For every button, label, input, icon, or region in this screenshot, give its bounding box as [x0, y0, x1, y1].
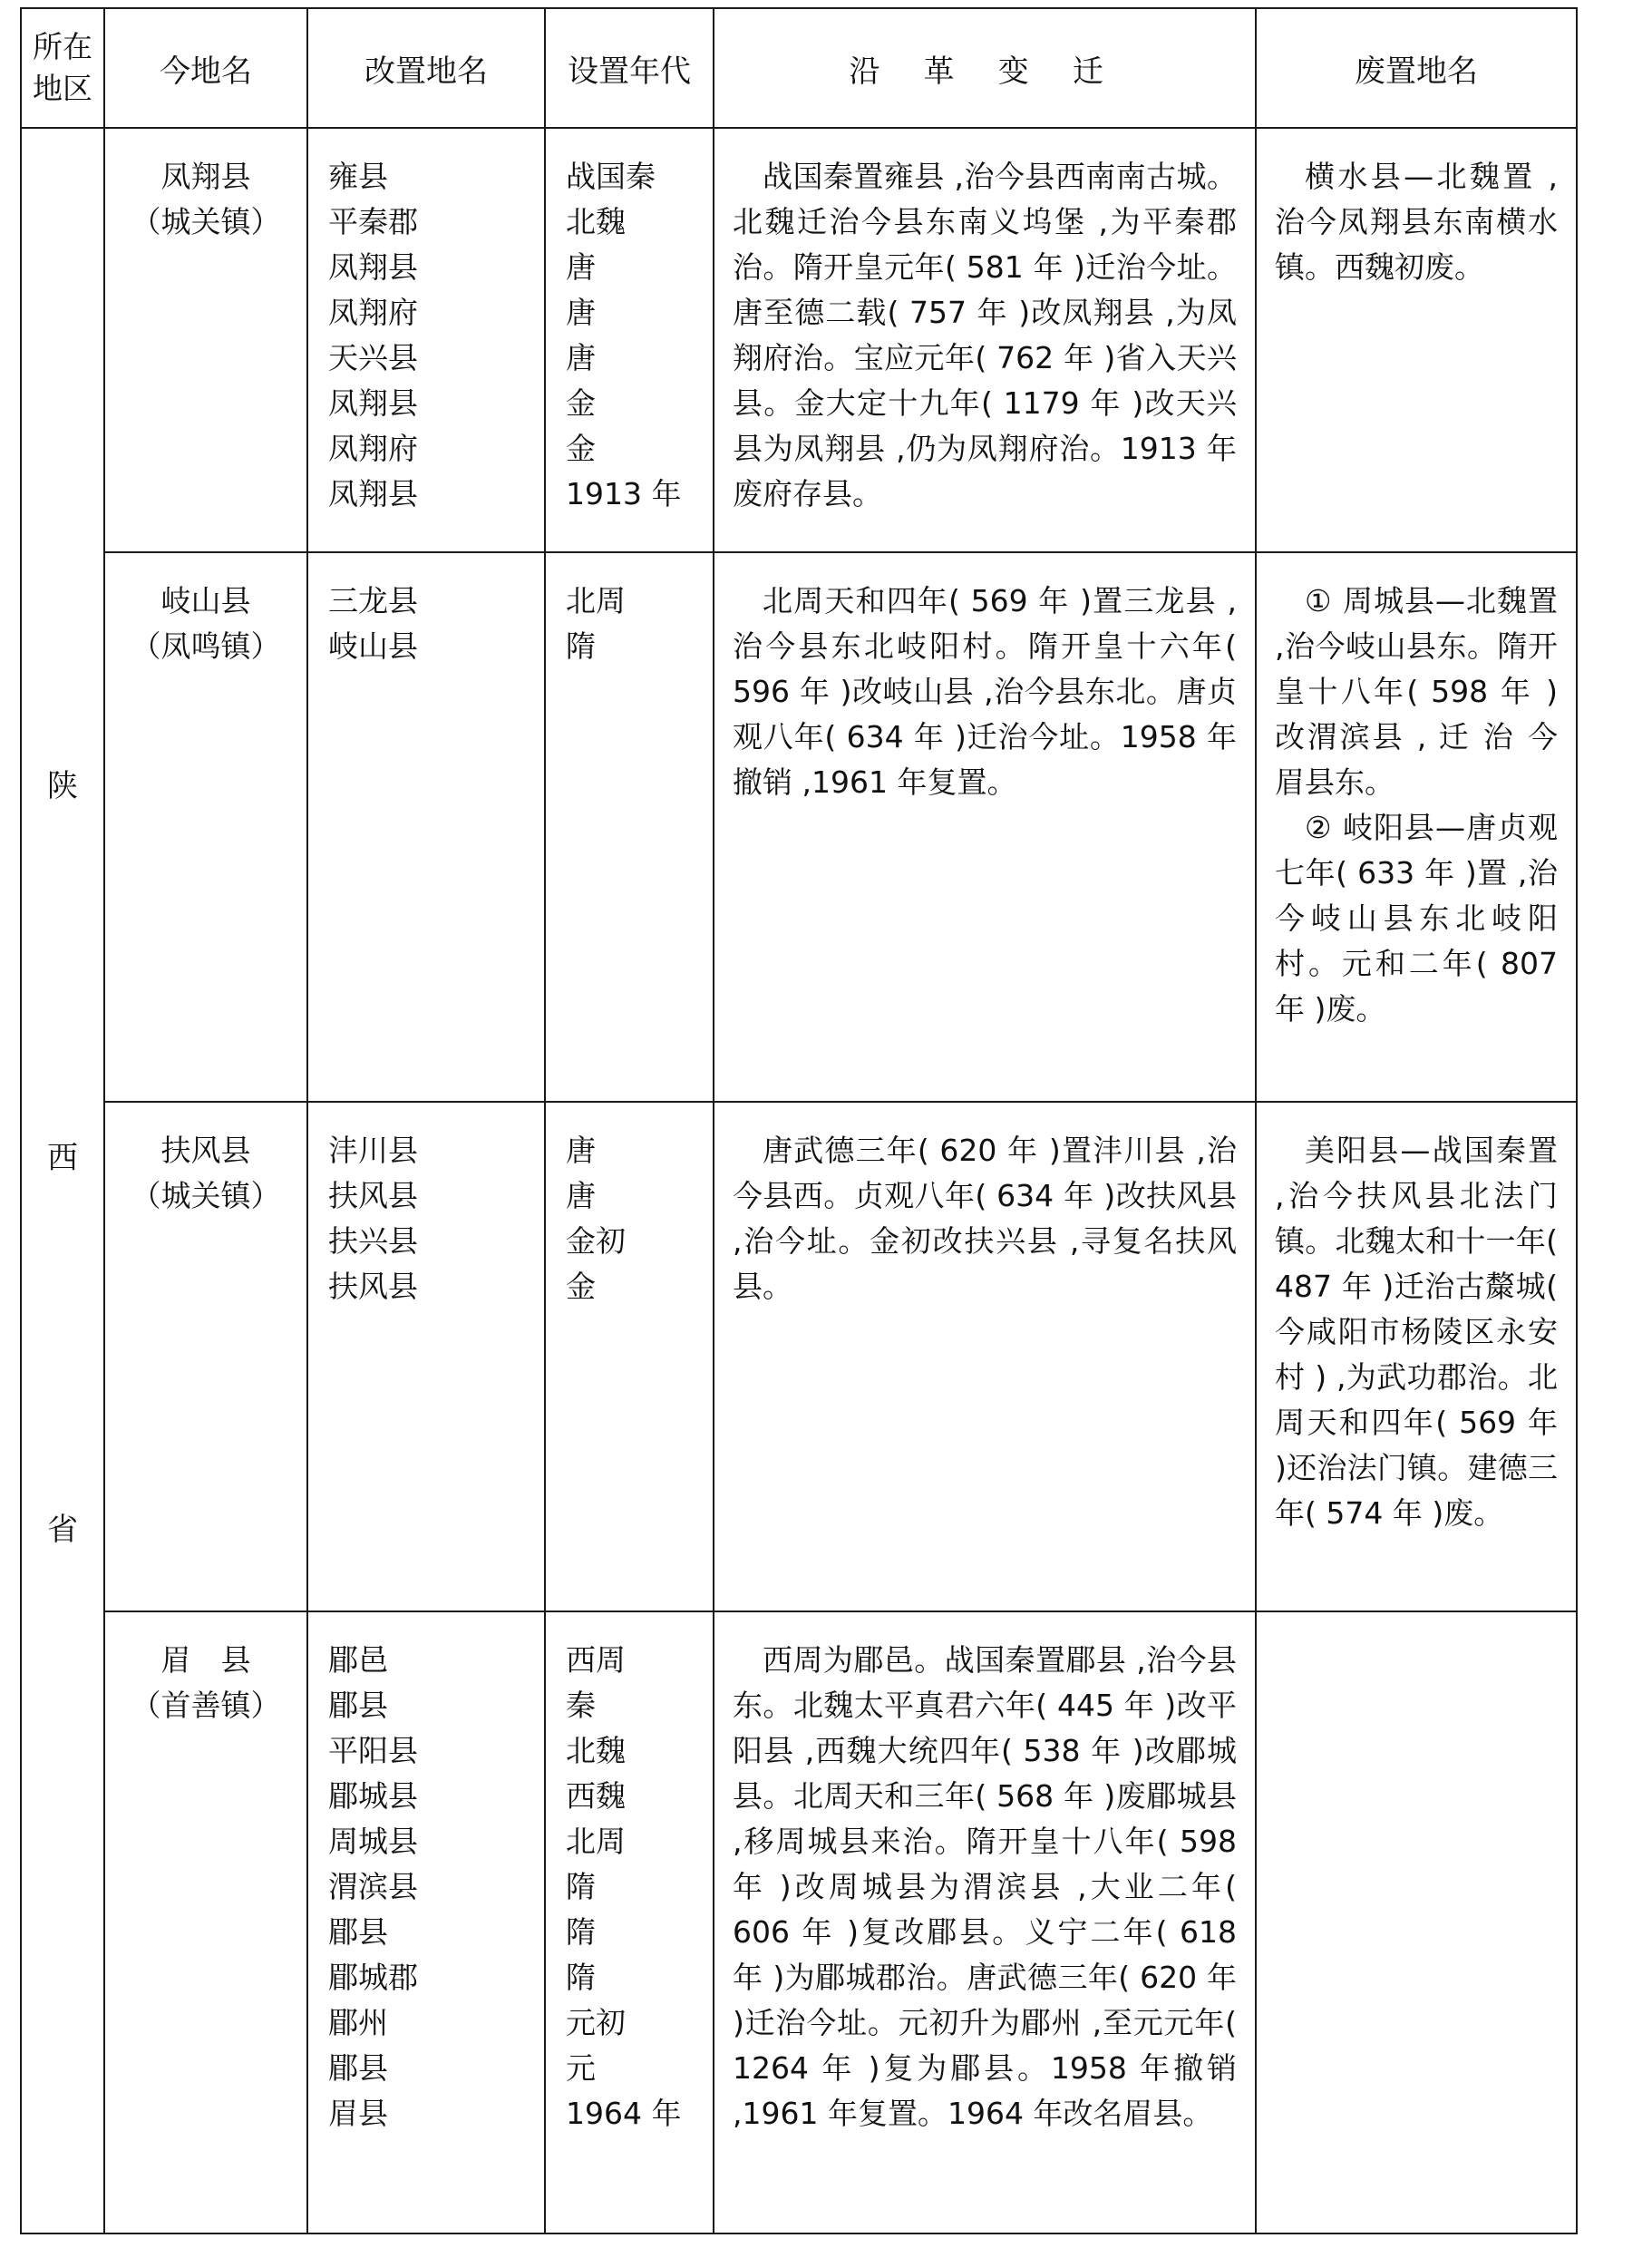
- region-cell: [21, 128, 104, 2233]
- history-cell: 唐武德三年( 620 年 )置沣川县 ,治今县西。贞观八年( 634 年 )改扶风县 ,治今址。金初改扶兴县 ,寻复名扶风县。: [714, 1102, 1256, 1611]
- era-cell: 北周 隋: [545, 552, 714, 1102]
- abolished-cell: ① 周城县—北魏置 ,治今岐山县东。隋开皇十八年( 598 年 )改渭滨县 , 迁 治 今 眉县东。 ② 岐阳县—唐贞观七年( 633 年 )置 ,治今岐山县东北岐阳村。元和二年( 807 年 )废。: [1256, 552, 1577, 1102]
- renamed-cell: 郿邑 郿县 平阳县 郿城县 周城县 渭滨县 郿县 郿城郡 郿州 郿县 眉县: [307, 1611, 545, 2233]
- current-name-cell: 眉 县 （首善镇）: [104, 1611, 307, 2233]
- current-name-cell: 凤翔县 （城关镇）: [104, 128, 307, 552]
- abolished-cell: 美阳县—战国秦置 ,治今扶风县北法门镇。北魏太和十一年( 487 年 )迁治古斄城( 今咸阳市杨陵区永安村 ) ,为武功郡治。北周天和四年( 569 年 )还治法门镇。建德三年( 574 年 )废。: [1256, 1102, 1577, 1611]
- era-cell: 唐 唐 金初 金: [545, 1102, 714, 1611]
- header-history: 沿 革 变 迁: [714, 8, 1256, 128]
- region-char: 陕: [47, 768, 78, 804]
- table-row: [21, 128, 1577, 552]
- renamed-cell: 沣川县 扶风县 扶兴县 扶风县: [307, 1102, 545, 1611]
- table-row: [21, 1102, 1577, 1611]
- place-name-history-table: [20, 7, 1578, 2234]
- era-cell: 西周 秦 北魏 西魏 北周 隋 隋 隋 元初 元 1964 年: [545, 1611, 714, 2233]
- current-name-cell: 岐山县 （凤鸣镇）: [104, 552, 307, 1102]
- renamed-cell: 雍县 平秦郡 凤翔县 凤翔府 天兴县 凤翔县 凤翔府 凤翔县: [307, 128, 545, 552]
- abolished-cell: [1256, 1611, 1577, 2233]
- header-region: 所在 地区: [21, 8, 104, 128]
- current-name-cell: 扶风县 （城关镇）: [104, 1102, 307, 1611]
- header-renamed: 改置地名: [307, 8, 545, 128]
- document-page: [20, 7, 1576, 2234]
- abolished-cell: 横水县—北魏置 ,治今凤翔县东南横水镇。西魏初废。: [1256, 128, 1577, 552]
- history-cell: 北周天和四年( 569 年 )置三龙县 ,治今县东北岐阳村。隋开皇十六年( 596 年 )改岐山县 ,治今县东北。唐贞观八年( 634 年 )迁治今址。1958 年撤销 ,1961 年复置。: [714, 552, 1256, 1102]
- history-cell: 战国秦置雍县 ,治今县西南南古城。北魏迁治今县东南义坞堡 ,为平秦郡治。隋开皇元年( 581 年 )迁治今址。唐至德二载( 757 年 )改凤翔县 ,为凤翔府治。宝应元年( 762 年 )省入天兴县。金大定十九年( 1179 年 )改天兴县为凤翔县 ,仍为凤翔府治。1913 年废府存县。: [714, 128, 1256, 552]
- table-row: [21, 1611, 1577, 2233]
- header-era: 设置年代: [545, 8, 714, 128]
- header-current-name: 今地名: [104, 8, 307, 128]
- header-row: [21, 8, 1577, 128]
- region-char: 西: [47, 1140, 78, 1176]
- renamed-cell: 三龙县 岐山县: [307, 552, 545, 1102]
- history-cell: 西周为郿邑。战国秦置郿县 ,治今县东。北魏太平真君六年( 445 年 )改平阳县 ,西魏大统四年( 538 年 )改郿城县。北周天和三年( 568 年 )废郿城县 ,移周城县来治。隋开皇十八年( 598 年 )改周城县为渭滨县 ,大业二年( 606 年 )复改郿县。义宁二年( 618 年 )为郿城郡治。唐武德三年( 620 年 )迁治今址。元初升为郿州 ,至元元年( 1264 年 )复为郿县。1958 年撤销 ,1961 年复置。1964 年改名眉县。: [714, 1611, 1256, 2233]
- era-cell: 战国秦 北魏 唐 唐 唐 金 金 1913 年: [545, 128, 714, 552]
- region-char: 省: [47, 1512, 78, 1548]
- table-row: [21, 552, 1577, 1102]
- header-abolished: 废置地名: [1256, 8, 1577, 128]
